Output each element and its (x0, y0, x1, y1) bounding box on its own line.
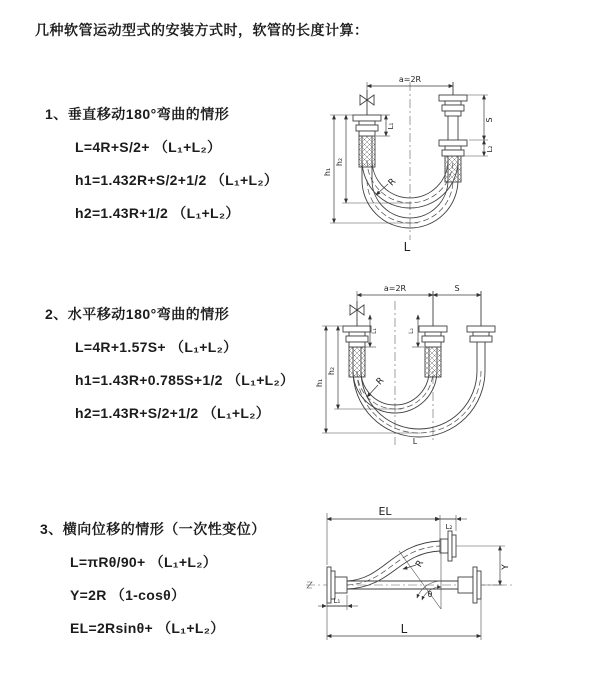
diagram-horizontal-180 (312, 283, 600, 468)
dim-label-l1: L₁ (387, 122, 395, 130)
dim-label-el: EL (378, 505, 392, 518)
radius-label: R (414, 558, 427, 570)
right-flange-fittings (439, 82, 467, 156)
dim-label-h2: h₂ (335, 157, 344, 167)
section3-heading: 3、横向位移的情形（一次性变位） (40, 521, 266, 537)
radius-callout (403, 559, 426, 569)
page-title: 几种软管运动型式的安装方式时，软管的长度计算： (35, 22, 369, 38)
formula-line: h2=1.43R+1/2 （L₁+L₂） (75, 205, 240, 221)
angle-label: θ (427, 590, 433, 599)
formula-line: L=πRθ/90+ （L₁+L₂） (70, 554, 218, 570)
dimension-el (327, 505, 440, 565)
section-horizontal-180 (45, 304, 294, 423)
dim-label-s: S (454, 284, 460, 293)
formula-line: h1=1.432R+S/2+1/2 （L₁+L₂） (75, 172, 279, 188)
section2-heading: 2、水平移动180°弯曲的情形 (45, 306, 230, 322)
section-vertical-180 (45, 104, 278, 223)
diagram-lateral-displacement (300, 503, 600, 653)
formula-line: h2=1.43R+S/2+1/2 （L₁+L₂） (75, 405, 271, 421)
dim-label-y: Y (501, 564, 511, 570)
dim-label-h1: h₁ (315, 378, 324, 388)
dimension-s (433, 284, 481, 295)
radius-callout (376, 177, 398, 195)
dim-label-l2: L₂ (486, 145, 494, 153)
radius-label: R (386, 176, 399, 189)
dimension-l2 (464, 140, 494, 156)
hose-u-bends (353, 342, 485, 437)
dim-label-l1: L₁ (371, 328, 378, 334)
formula-line: L=4R+S/2+ （L₁+L₂） (75, 139, 222, 155)
dim-label-h2: h₂ (327, 366, 336, 376)
formula-line: EL=2Rsinθ+ （L₁+L₂） (70, 620, 225, 636)
section1-heading: 1、垂直移动180°弯曲的情形 (45, 106, 230, 122)
formula-line: L=4R+1.57S+ （L₁+L₂） (75, 339, 238, 355)
dimension-s (467, 95, 494, 140)
radius-label: R (374, 375, 387, 388)
hose-displaced-position (347, 531, 456, 589)
length-label: L (403, 240, 411, 254)
dim-label-l1: L₁ (333, 597, 341, 605)
diagram-vertical-180 (312, 72, 597, 257)
radius-callout (367, 376, 386, 397)
dim-label-l: L (400, 622, 408, 636)
dim-label-l2: L₂ (445, 523, 453, 531)
dim-label-s: S (485, 117, 494, 123)
left-flange-fitting (353, 90, 381, 136)
dimension-a2r (357, 284, 433, 301)
flange-fittings (343, 291, 495, 347)
formula-line: Y=2R （1-cosθ） (70, 587, 186, 603)
length-label: L (412, 437, 418, 446)
dim-label-a2r: a=2R (383, 284, 407, 293)
dim-label-l2: L₂ (408, 328, 415, 334)
formula-line: h1=1.43R+0.785S+1/2 （L₁+L₂） (75, 372, 295, 388)
dim-label-a2r: a=2R (398, 75, 422, 84)
section-lateral-displacement (40, 519, 266, 638)
dimension-l1 (318, 595, 358, 610)
dim-label-h1: h₁ (323, 167, 332, 177)
